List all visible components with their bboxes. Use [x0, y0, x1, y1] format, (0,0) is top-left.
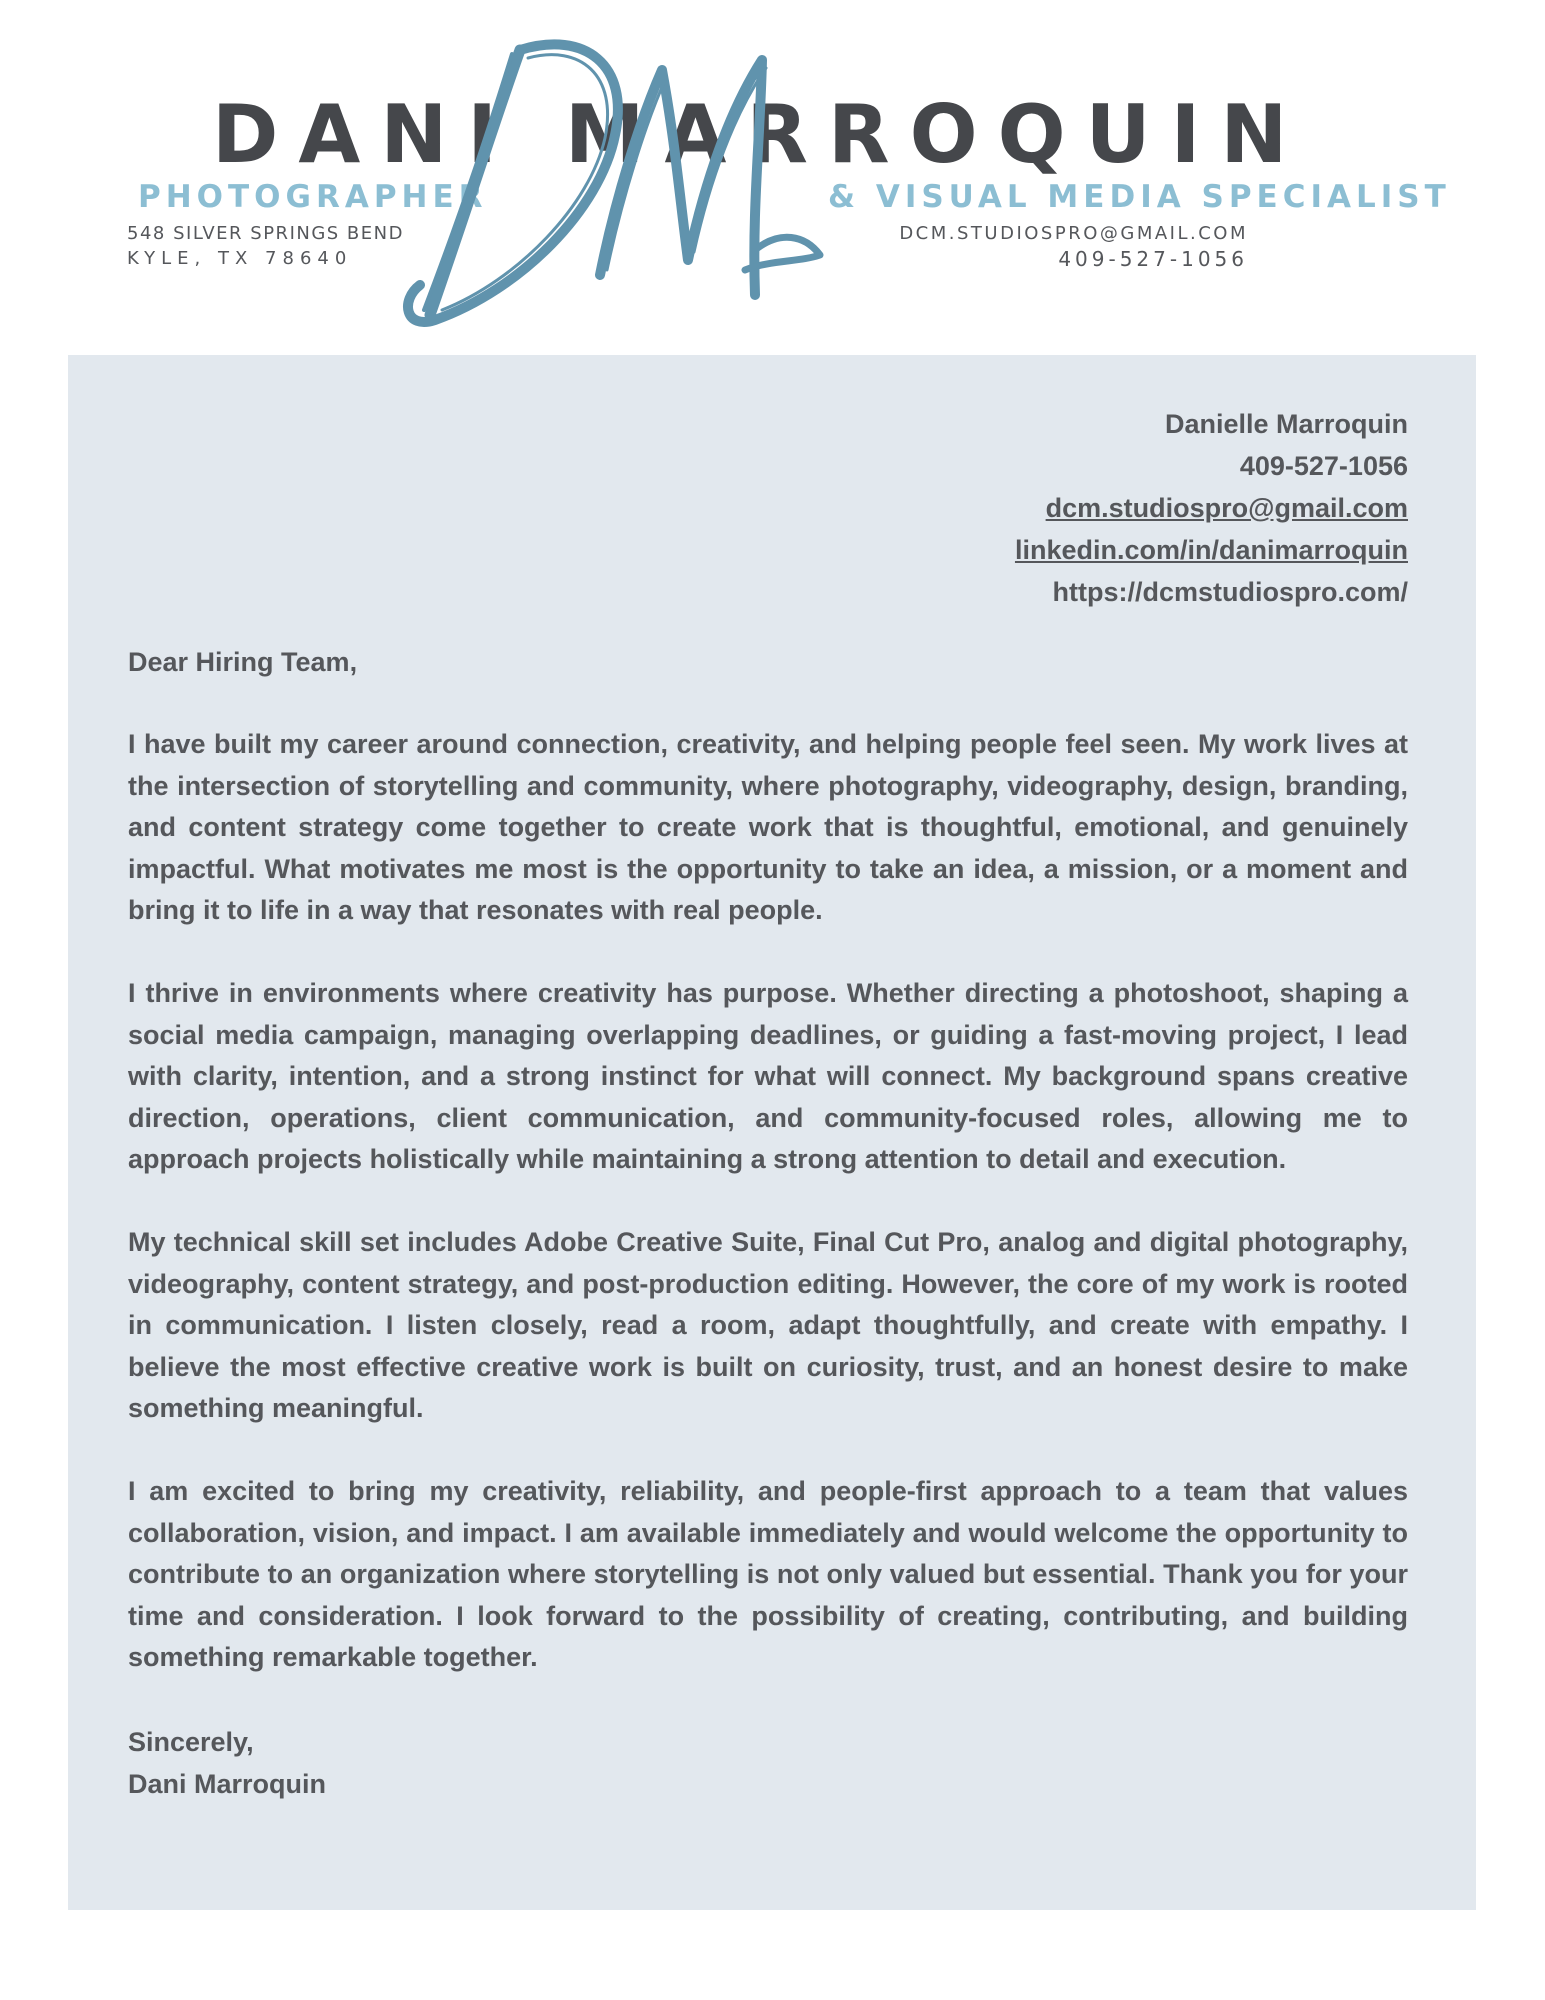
sender-name: Danielle Marroquin — [1164, 409, 1408, 439]
sender-phone: 409-527-1056 — [1239, 451, 1408, 481]
letter-paragraph-2: I thrive in environments where creativity has purpose. Whether directing a photoshoot, shaping a social media campaign, managing overlapping deadlines, or guiding a fast-moving project, I lead with clarity, intention, and a strong instinct for what will connect. My background spans creative direction, operations, client communication, and community-focused roles, allowing me to approach projects holistically while maintaining a strong attention to detail and execution. — [128, 977, 1408, 1175]
sender-contact-block — [128, 403, 1408, 613]
signature-name: Dani Marroquin — [128, 1768, 327, 1799]
letterhead-email: DCM.STUDIOSPRO@GMAIL.COM — [899, 223, 1248, 244]
sender-website: https://dcmstudiospro.com/ — [1052, 577, 1408, 607]
sender-linkedin-link[interactable]: linkedin.com/in/danimarroquin — [1014, 535, 1408, 565]
letterhead-phone: 409-527-1056 — [1058, 247, 1248, 271]
closing-block — [128, 1721, 1408, 1805]
letter-body — [128, 403, 1408, 1805]
salutation: Dear Hiring Team, — [128, 647, 358, 677]
closing-phrase: Sincerely, — [128, 1726, 254, 1757]
letter-paragraph-4: I am excited to bring my creativity, reliability, and people-first approach to a team that values collaboration, vision, and impact. I am available immediately and would welcome the opportunity to contribute to an organization where storytelling is not only valued but essential. Thank you for your time and consideration. I look forward to the possibility of creating, contributing, and building something remarkable together. — [128, 1475, 1408, 1673]
letterhead-address-street: 548 SILVER SPRINGS BEND — [127, 223, 404, 244]
letter-paragraph-1: I have built my career around connection, creativity, and helping people feel seen. My work lives at the intersection of storytelling and community, where photography, videography, design, branding, and content strategy come together to create work that is thoughtful, emotional, and genuinely impactful. What motivates me most is the opportunity to take an idea, a mission, or a moment and bring it to life in a way that resonates with real people. — [128, 729, 1408, 926]
letterhead-title-photographer: PHOTOGRAPHER — [138, 179, 488, 215]
dm-monogram-logo — [400, 30, 860, 340]
letter-panel — [68, 355, 1476, 1910]
letterhead-address-city: KYLE, TX 78640 — [127, 248, 353, 269]
letterhead — [0, 0, 1545, 350]
letter-paragraph-3: My technical skill set includes Adobe Creative Suite, Final Cut Pro, analog and digital photography, videography, content strategy, and post-production editing. However, the core of my work is rooted in communication. I listen closely, read a room, adapt thoughtfully, and create with empathy. I believe the most effective creative work is built on curiosity, trust, and an honest desire to make something meaningful. — [128, 1226, 1408, 1424]
letterhead-name: DANI MARROQUIN — [212, 88, 1308, 181]
sender-email-link[interactable]: dcm.studiospro@gmail.com — [1045, 493, 1408, 523]
letterhead-title-specialty: & VISUAL MEDIA SPECIALIST — [828, 179, 1451, 215]
